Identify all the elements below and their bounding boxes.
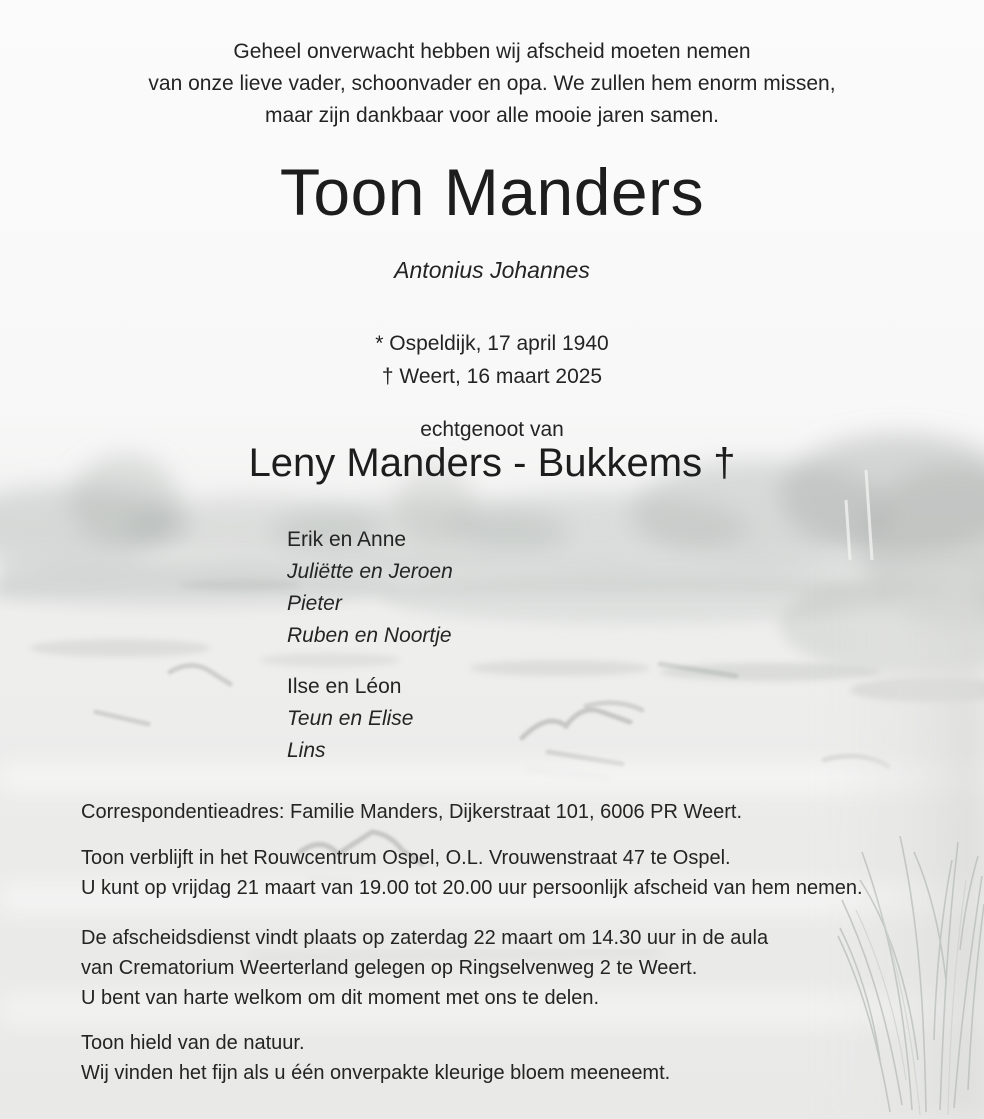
visitation-line: Toon verblijft in het Rouwcentrum Ospel, O.L. Vrouwenstraat 47 te Ospel. bbox=[81, 847, 731, 869]
baptismal-names: Antonius Johannes bbox=[394, 257, 590, 283]
visitation-line: U kunt op vrijdag 21 maart van 19.00 tot 20.00 uur persoonlijk afscheid van hem nemen. bbox=[81, 877, 863, 899]
family-line: Ilse en Léon bbox=[287, 675, 402, 698]
service-line: De afscheidsdienst vindt plaats op zaterdag 22 maart om 14.30 uur in de aula bbox=[81, 927, 769, 949]
life-dates bbox=[0, 327, 984, 393]
flowers-line: Toon hield van de natuur. bbox=[81, 1032, 305, 1054]
birth-line: * Ospeldijk, 17 april 1940 bbox=[375, 332, 609, 355]
deceased-name: Toon Manders bbox=[279, 155, 705, 229]
intro-line: maar zijn dankbaar voor alle mooie jaren samen. bbox=[264, 104, 720, 127]
family-list bbox=[287, 524, 453, 767]
family-line: Erik en Anne bbox=[287, 528, 407, 551]
family-line: Pieter bbox=[287, 592, 342, 615]
family-line: Teun en Elise bbox=[287, 707, 414, 730]
flowers-paragraph bbox=[81, 1028, 670, 1088]
family-line: Lins bbox=[287, 739, 326, 762]
family-group bbox=[287, 524, 453, 652]
family-line: Juliëtte en Jeroen bbox=[287, 560, 453, 583]
service-line: U bent van harte welkom om dit moment met ons te delen. bbox=[81, 987, 600, 1009]
family-line: Ruben en Noortje bbox=[287, 624, 452, 647]
flowers-line: Wij vinden het fijn als u één onverpakte kleurige bloem meeneemt. bbox=[81, 1062, 671, 1084]
service-line: van Crematorium Weerterland gelegen op Ringselvenweg 2 te Weert. bbox=[81, 957, 698, 979]
correspondence-address: Correspondentieadres: Familie Manders, Dijkerstraat 101, 6006 PR Weert. bbox=[81, 801, 743, 823]
intro-paragraph bbox=[0, 36, 984, 132]
death-line: † Weert, 16 maart 2025 bbox=[381, 365, 603, 388]
intro-line: van onze lieve vader, schoonvader en opa. We zullen hem enorm missen, bbox=[148, 72, 836, 95]
visitation-paragraph bbox=[81, 843, 863, 903]
intro-line: Geheel onverwacht hebben wij afscheid moeten nemen bbox=[233, 40, 751, 63]
spouse-name: Leny Manders - Bukkems † bbox=[248, 441, 736, 485]
spouse-label: echtgenoot van bbox=[420, 418, 564, 441]
service-paragraph bbox=[81, 923, 768, 1013]
family-group bbox=[287, 671, 453, 767]
